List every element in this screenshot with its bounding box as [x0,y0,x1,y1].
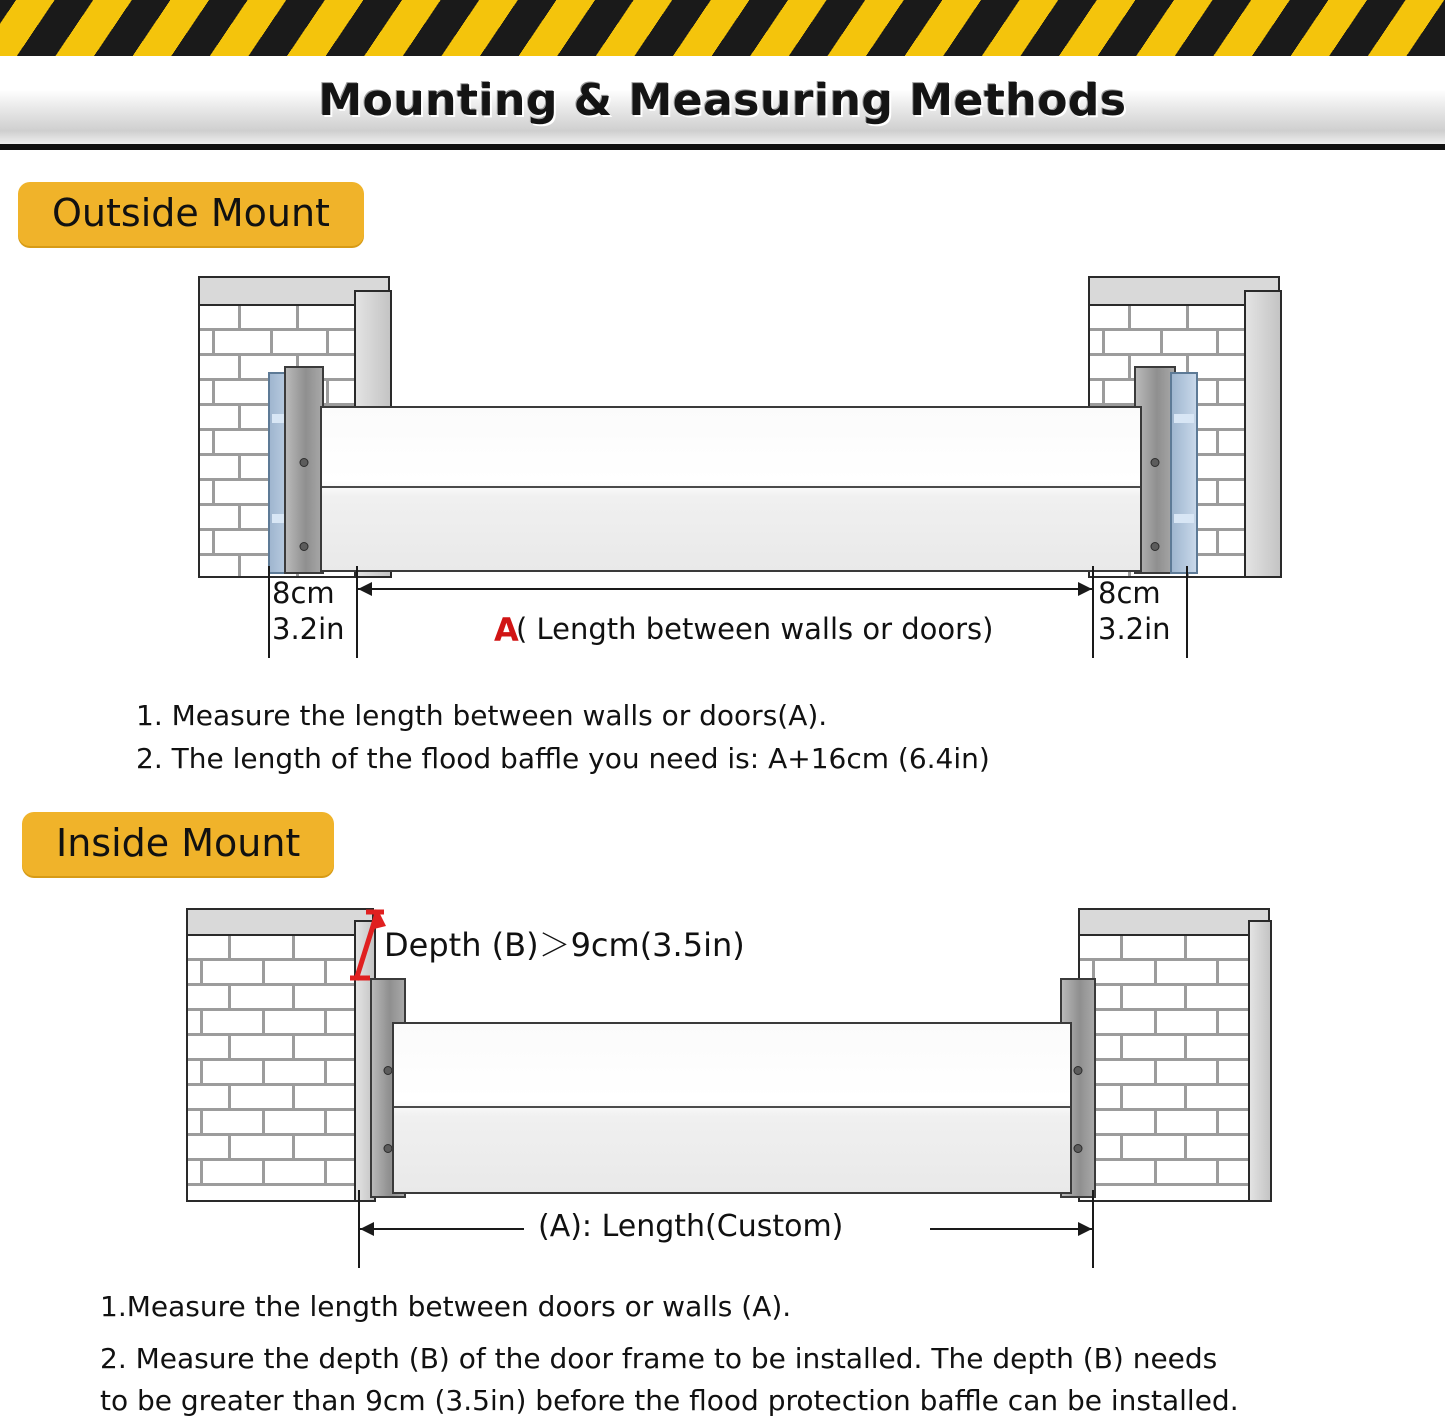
right-gasket-outside [1170,372,1198,574]
outside-step-1: 1. Measure the length between walls or doors(A). [136,699,828,732]
dim-arrow-right-icon [1078,1222,1092,1236]
hazard-stripe-banner [0,0,1445,59]
dim-tick-left-outer [268,566,270,658]
section-badge-outside-mount: Outside Mount [18,182,364,246]
title-band [0,56,1445,150]
outside-step-2: 2. The length of the flood baffle you need is: A+16cm (6.4in) [136,742,990,776]
flood-baffle-outside [320,406,1142,572]
dim-arrow-right-icon [1078,582,1092,596]
pillar-side-face [1248,920,1272,1202]
left-margin-in-label: 3.2in [272,612,345,646]
inside-dim-tick-right [1092,1190,1094,1268]
section-badge-inside-mount: Inside Mount [22,812,334,876]
outside-mount-steps [136,694,990,781]
dim-arrow-left-icon [360,1222,374,1236]
right-margin-cm-label: 8cm [1098,576,1161,610]
right-margin-in-label: 3.2in [1098,612,1171,646]
left-margin-cm-label: 8cm [272,576,335,610]
dim-tick-right-inner [1092,566,1094,658]
inside-dim-line-right [930,1228,1092,1230]
dim-arrow-left-icon [358,582,372,596]
pillar-brick-face [186,934,358,1202]
span-symbol-label: A [494,611,519,649]
inside-mount-steps [100,1286,1380,1422]
dim-tick-right-outer [1186,566,1188,658]
pillar-brick-face [1078,934,1252,1202]
depth-requirement-label: Depth (B)＞9cm(3.5in) [384,926,745,964]
pillar-side-face [1244,290,1282,578]
inside-step-1: 1.Measure the length between doors or walls (A). [100,1290,792,1323]
inside-length-label: (A): Length(Custom) [538,1209,844,1244]
span-description-label: ( Length between walls or doors) [516,612,994,646]
flood-baffle-inside [392,1022,1072,1194]
baffle-seam [394,1106,1070,1108]
dim-tick-left-inner [356,566,358,658]
inside-step-2-cont: to be greater than 9cm (3.5in) before the flood protection baffle can be installed. [100,1384,1239,1417]
right-pillar-inside [1078,908,1268,1200]
inside-step-2: 2. Measure the depth (B) of the door frame to be installed. The depth (B) needs [100,1342,1218,1375]
span-dimension-line-outside [358,588,1092,590]
page-title: Mounting & Measuring Methods [318,74,1127,126]
baffle-seam [322,486,1140,488]
inside-dim-line-left [360,1228,524,1230]
left-bracket-outside [284,366,324,574]
